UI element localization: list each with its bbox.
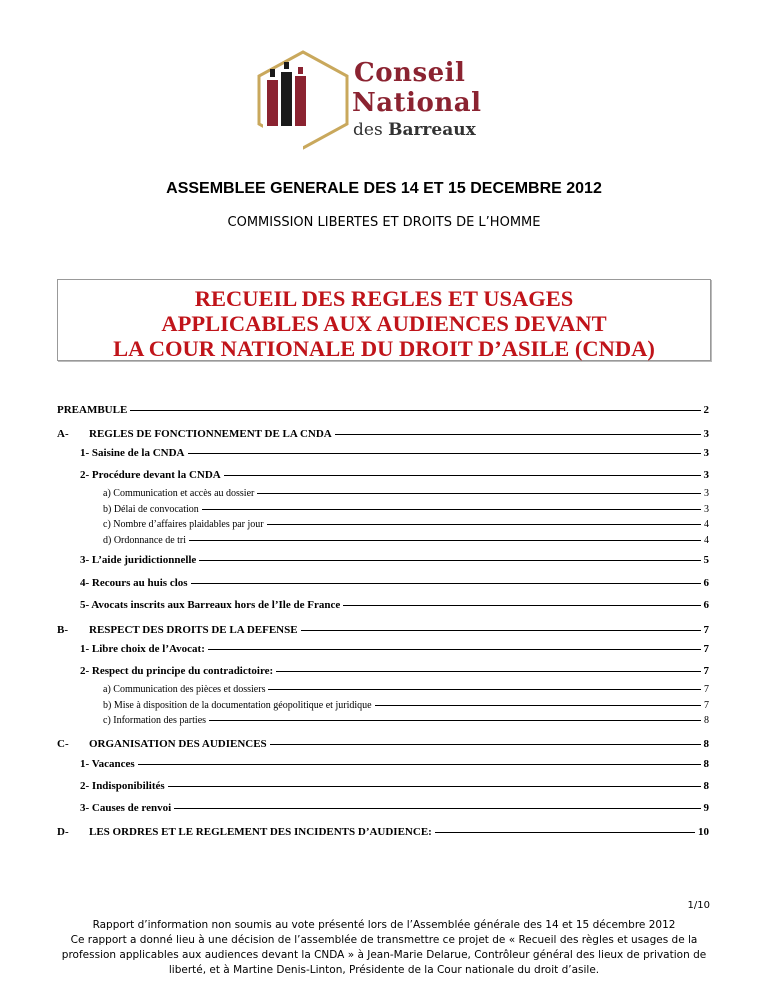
footer-line-1: Rapport d’information non soumis au vote présenté lors de l’Assemblée générale des 14 et 15 décembre 2012 <box>92 919 676 931</box>
cnb-emblem-icon <box>255 50 355 150</box>
page-number: 1/10 <box>687 900 710 911</box>
footer-line-2: Ce rapport a donné lieu à une décision de l’assemblée de transmettre ce projet de « Recueil des règles et usages de la <box>70 934 698 946</box>
toc-entry-ordonnance-tri[interactable]: d) Ordonnance de tri 4 <box>103 535 709 546</box>
toc-entry-causes-renvoi[interactable]: 3- Causes de renvoi 9 <box>80 802 709 814</box>
title-line-2: APPLICABLES AUX AUDIENCES DEVANT <box>161 311 607 336</box>
footer-note <box>0 918 768 978</box>
toc-entry-procedure[interactable]: 2- Procédure devant la CNDA 3 <box>80 469 709 481</box>
toc-entry-section-a[interactable]: A- REGLES DE FONCTIONNEMENT DE LA CNDA 3 <box>57 428 709 440</box>
toc-entry-aide-juridictionnelle[interactable]: 3- L’aide juridictionnelle 5 <box>80 554 709 566</box>
toc-entry-avocats-hors-idf[interactable]: 5- Avocats inscrits aux Barreaux hors de l’Ile de France 6 <box>80 599 709 611</box>
toc-entry-saisine[interactable]: 1- Saisine de la CNDA 3 <box>80 447 709 459</box>
toc-entry-vacances[interactable]: 1- Vacances 8 <box>80 758 709 770</box>
toc-entry-section-d[interactable]: D- LES ORDRES ET LE REGLEMENT DES INCIDENTS D’AUDIENCE: 10 <box>57 826 709 838</box>
toc-entry-preambule[interactable]: PREAMBULE 2 <box>57 404 709 416</box>
title-line-3: LA COUR NATIONALE DU DROIT D’ASILE (CNDA) <box>113 336 655 361</box>
toc-entry-section-c[interactable]: C- ORGANISATION DES AUDIENCES 8 <box>57 738 709 750</box>
toc-entry-communication-pieces[interactable]: a) Communication des pièces et dossiers 7 <box>103 684 709 695</box>
toc-entry-contradictoire[interactable]: 2- Respect du principe du contradictoire: 7 <box>80 665 709 677</box>
cnb-logo <box>255 50 495 150</box>
footer-line-4: liberté, et à Martine Denis-Linton, Présidente de la Cour nationale du droit d’asile. <box>168 964 600 976</box>
toc-entry-delai-convocation[interactable]: b) Délai de convocation 3 <box>103 504 709 515</box>
toc-entry-section-b[interactable]: B- RESPECT DES DROITS DE LA DEFENSE 7 <box>57 624 709 636</box>
toc-entry-indisponibilites[interactable]: 2- Indisponibilités 8 <box>80 780 709 792</box>
toc-entry-communication-acces[interactable]: a) Communication et accès au dossier 3 <box>103 488 709 499</box>
toc-entry-information-parties[interactable]: c) Information des parties 8 <box>103 715 709 726</box>
toc-entry-libre-choix[interactable]: 1- Libre choix de l’Avocat: 7 <box>80 643 709 655</box>
footer-line-3: profession applicables aux audiences devant la CNDA » à Jean-Marie Delarue, Contrôleur général des lieux de privation de <box>61 949 707 961</box>
toc-entry-huis-clos[interactable]: 4- Recours au huis clos 6 <box>80 577 709 589</box>
assembly-heading: ASSEMBLEE GENERALE DES 14 ET 15 DECEMBRE 2012 <box>166 180 602 197</box>
commission-heading: COMMISSION LIBERTES ET DROITS DE L’HOMME <box>227 215 541 230</box>
logo-word-des-barreaux: des Barreaux <box>353 120 476 140</box>
toc-entry-documentation[interactable]: b) Mise à disposition de la documentation géopolitique et juridique 7 <box>103 700 709 711</box>
title-line-1: RECUEIL DES REGLES ET USAGES <box>194 286 574 311</box>
logo-word-conseil: Conseil <box>354 58 466 88</box>
logo-word-national: National <box>352 88 482 118</box>
toc-entry-nombre-affaires[interactable]: c) Nombre d’affaires plaidables par jour 4 <box>103 519 709 530</box>
